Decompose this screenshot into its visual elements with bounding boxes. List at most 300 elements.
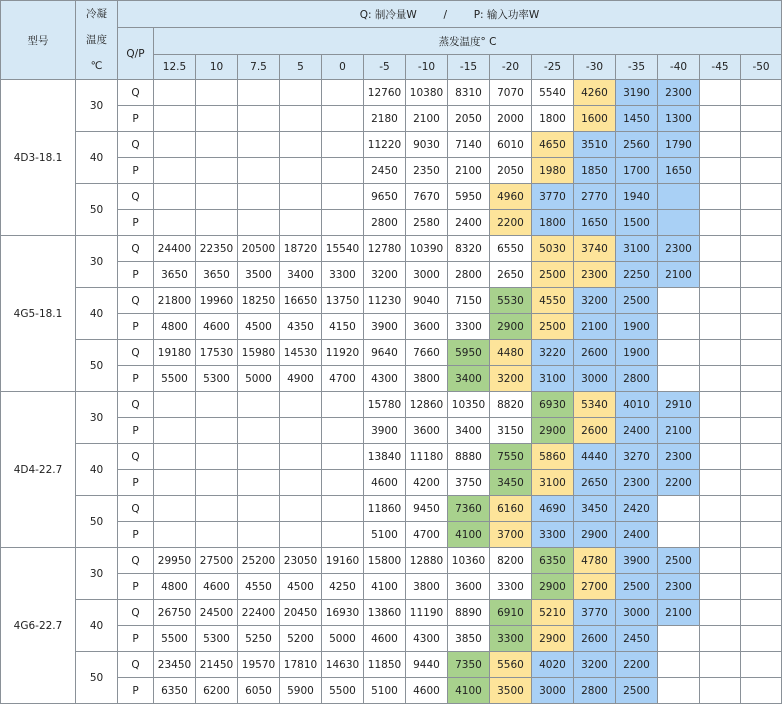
value-cell	[280, 392, 322, 418]
value-cell	[154, 184, 196, 210]
value-cell: 3600	[406, 314, 448, 340]
table-row	[1, 314, 782, 340]
value-cell: 3400	[448, 366, 490, 392]
value-cell	[700, 106, 741, 132]
value-cell: 2800	[448, 262, 490, 288]
value-cell: 6930	[532, 392, 574, 418]
value-cell: 2800	[616, 366, 658, 392]
legend-q: Q: 制冷量W	[359, 8, 417, 21]
value-cell	[700, 158, 741, 184]
value-cell: 5300	[196, 626, 238, 652]
value-cell: 2400	[616, 418, 658, 444]
value-cell: 8320	[448, 236, 490, 262]
value-cell	[741, 678, 782, 704]
value-cell: 3100	[532, 366, 574, 392]
value-cell: 4100	[448, 678, 490, 704]
value-cell: 2500	[532, 262, 574, 288]
value-cell: 23050	[280, 548, 322, 574]
value-cell	[322, 522, 364, 548]
value-cell	[741, 158, 782, 184]
value-cell: 3150	[490, 418, 532, 444]
row-type: Q	[118, 444, 154, 470]
value-cell: 4600	[196, 314, 238, 340]
value-cell: 1650	[574, 210, 616, 236]
value-cell	[700, 236, 741, 262]
value-cell: 4700	[322, 366, 364, 392]
value-cell: 15540	[322, 236, 364, 262]
value-cell: 7550	[490, 444, 532, 470]
value-cell: 3300	[490, 574, 532, 600]
value-cell	[741, 418, 782, 444]
value-cell: 1500	[616, 210, 658, 236]
row-type: Q	[118, 392, 154, 418]
value-cell	[280, 470, 322, 496]
condensing-temp: 30	[76, 236, 118, 288]
value-cell: 4100	[364, 574, 406, 600]
value-cell: 4550	[532, 288, 574, 314]
condensing-temp: 40	[76, 132, 118, 184]
value-cell: 19960	[196, 288, 238, 314]
value-cell: 8880	[448, 444, 490, 470]
value-cell: 3100	[532, 470, 574, 496]
table-header	[1, 1, 782, 80]
value-cell: 22350	[196, 236, 238, 262]
condensing-temp: 50	[76, 340, 118, 392]
value-cell: 12880	[406, 548, 448, 574]
value-cell: 5300	[196, 366, 238, 392]
value-cell: 3300	[448, 314, 490, 340]
value-cell: 2400	[448, 210, 490, 236]
table-row	[1, 444, 782, 470]
value-cell: 3100	[616, 236, 658, 262]
value-cell: 6910	[490, 600, 532, 626]
value-cell: 4600	[364, 470, 406, 496]
value-cell: 2100	[574, 314, 616, 340]
value-cell	[658, 652, 700, 678]
value-cell	[322, 210, 364, 236]
model-name: 4D3-18.1	[1, 80, 76, 236]
value-cell: 3650	[196, 262, 238, 288]
value-cell: 4800	[154, 314, 196, 340]
value-cell: 2450	[364, 158, 406, 184]
evap-temp-col-header: -20	[490, 55, 532, 80]
value-cell: 23450	[154, 652, 196, 678]
value-cell: 21800	[154, 288, 196, 314]
value-cell	[741, 184, 782, 210]
value-cell	[238, 158, 280, 184]
value-cell: 3450	[490, 470, 532, 496]
value-cell	[238, 106, 280, 132]
table-row	[1, 132, 782, 158]
table-body	[1, 80, 782, 704]
value-cell	[280, 158, 322, 184]
table-row	[1, 106, 782, 132]
value-cell	[741, 470, 782, 496]
table-row	[1, 392, 782, 418]
value-cell: 2500	[616, 288, 658, 314]
value-cell: 12760	[364, 80, 406, 106]
model-name: 4G5-18.1	[1, 236, 76, 392]
value-cell: 1900	[616, 340, 658, 366]
value-cell: 2500	[532, 314, 574, 340]
row-type: Q	[118, 340, 154, 366]
value-cell	[700, 210, 741, 236]
value-cell	[741, 444, 782, 470]
value-cell	[700, 522, 741, 548]
value-cell: 4200	[406, 470, 448, 496]
value-cell: 4150	[322, 314, 364, 340]
value-cell: 1600	[574, 106, 616, 132]
condensing-temp: 30	[76, 548, 118, 600]
value-cell: 5000	[322, 626, 364, 652]
value-cell: 4500	[280, 574, 322, 600]
value-cell: 13860	[364, 600, 406, 626]
value-cell: 7150	[448, 288, 490, 314]
value-cell: 2650	[490, 262, 532, 288]
condensing-temp: 50	[76, 652, 118, 704]
value-cell	[154, 418, 196, 444]
value-cell: 3000	[616, 600, 658, 626]
value-cell	[658, 210, 700, 236]
value-cell	[700, 652, 741, 678]
value-cell: 3300	[322, 262, 364, 288]
value-cell: 4500	[238, 314, 280, 340]
value-cell: 1980	[532, 158, 574, 184]
value-cell	[238, 418, 280, 444]
value-cell	[196, 80, 238, 106]
value-cell: 4260	[574, 80, 616, 106]
row-type: P	[118, 262, 154, 288]
value-cell: 2300	[616, 470, 658, 496]
value-cell: 14630	[322, 652, 364, 678]
value-cell	[196, 392, 238, 418]
value-cell	[280, 210, 322, 236]
value-cell: 3500	[238, 262, 280, 288]
value-cell: 6200	[196, 678, 238, 704]
value-cell: 7070	[490, 80, 532, 106]
value-cell: 2700	[574, 574, 616, 600]
value-cell: 17810	[280, 652, 322, 678]
value-cell: 5340	[574, 392, 616, 418]
value-cell: 3200	[490, 366, 532, 392]
value-cell	[196, 158, 238, 184]
value-cell	[741, 392, 782, 418]
value-cell	[658, 366, 700, 392]
value-cell: 11220	[364, 132, 406, 158]
value-cell: 19570	[238, 652, 280, 678]
value-cell: 2500	[616, 678, 658, 704]
value-cell: 2600	[574, 340, 616, 366]
value-cell: 4600	[196, 574, 238, 600]
model-name: 4G6-22.7	[1, 548, 76, 704]
value-cell: 1790	[658, 132, 700, 158]
value-cell	[700, 392, 741, 418]
table-row	[1, 184, 782, 210]
value-cell	[238, 522, 280, 548]
row-type: P	[118, 678, 154, 704]
value-cell: 3300	[490, 626, 532, 652]
value-cell: 3000	[406, 262, 448, 288]
row-type: Q	[118, 652, 154, 678]
value-cell: 4690	[532, 496, 574, 522]
value-cell: 19180	[154, 340, 196, 366]
value-cell: 3220	[532, 340, 574, 366]
value-cell: 3850	[448, 626, 490, 652]
value-cell: 1450	[616, 106, 658, 132]
value-cell: 2100	[448, 158, 490, 184]
value-cell	[322, 132, 364, 158]
condensing-temp: 30	[76, 392, 118, 444]
value-cell: 3000	[574, 366, 616, 392]
value-cell: 2200	[490, 210, 532, 236]
value-cell: 2500	[658, 548, 700, 574]
value-cell: 18250	[238, 288, 280, 314]
value-cell: 5030	[532, 236, 574, 262]
value-cell	[196, 522, 238, 548]
value-cell: 20500	[238, 236, 280, 262]
value-cell: 5000	[238, 366, 280, 392]
value-cell: 2560	[616, 132, 658, 158]
value-cell: 3900	[364, 418, 406, 444]
value-cell: 4900	[280, 366, 322, 392]
value-cell: 2300	[658, 80, 700, 106]
value-cell: 14530	[280, 340, 322, 366]
value-cell: 2900	[490, 314, 532, 340]
row-type: P	[118, 366, 154, 392]
value-cell: 7350	[448, 652, 490, 678]
value-cell	[322, 444, 364, 470]
value-cell: 16650	[280, 288, 322, 314]
value-cell: 9030	[406, 132, 448, 158]
value-cell: 2200	[658, 470, 700, 496]
value-cell	[322, 418, 364, 444]
value-cell	[196, 418, 238, 444]
value-cell: 13750	[322, 288, 364, 314]
cond-line-2: 温度	[86, 34, 107, 46]
value-cell: 2770	[574, 184, 616, 210]
value-cell	[154, 522, 196, 548]
value-cell	[700, 470, 741, 496]
value-cell	[322, 496, 364, 522]
value-cell	[658, 522, 700, 548]
value-cell: 5950	[448, 340, 490, 366]
evap-temp-col-header: -15	[448, 55, 490, 80]
value-cell	[322, 106, 364, 132]
value-cell: 3270	[616, 444, 658, 470]
value-cell: 2350	[406, 158, 448, 184]
value-cell: 10380	[406, 80, 448, 106]
value-cell: 3000	[532, 678, 574, 704]
value-cell	[700, 626, 741, 652]
value-cell: 8820	[490, 392, 532, 418]
evap-temp-col-header: 7.5	[238, 55, 280, 80]
value-cell	[658, 340, 700, 366]
value-cell: 2910	[658, 392, 700, 418]
evap-temp-col-header: -5	[364, 55, 406, 80]
value-cell	[700, 574, 741, 600]
value-cell	[741, 262, 782, 288]
value-cell	[238, 210, 280, 236]
value-cell: 2300	[574, 262, 616, 288]
value-cell	[154, 496, 196, 522]
value-cell: 2200	[616, 652, 658, 678]
row-type: Q	[118, 132, 154, 158]
value-cell: 2900	[532, 626, 574, 652]
value-cell	[154, 106, 196, 132]
value-cell: 7140	[448, 132, 490, 158]
value-cell	[322, 80, 364, 106]
value-cell	[700, 184, 741, 210]
value-cell	[280, 444, 322, 470]
evaporating-temp-header: 蒸发温度° C	[154, 28, 782, 55]
value-cell: 2650	[574, 470, 616, 496]
value-cell: 12860	[406, 392, 448, 418]
value-cell: 6550	[490, 236, 532, 262]
value-cell: 1650	[658, 158, 700, 184]
value-cell: 16930	[322, 600, 364, 626]
value-cell	[280, 496, 322, 522]
value-cell: 4600	[364, 626, 406, 652]
value-cell	[154, 444, 196, 470]
value-cell	[741, 236, 782, 262]
value-cell: 2500	[616, 574, 658, 600]
value-cell: 3900	[616, 548, 658, 574]
value-cell: 4550	[238, 574, 280, 600]
value-cell: 5100	[364, 522, 406, 548]
value-cell: 1940	[616, 184, 658, 210]
value-cell: 3200	[364, 262, 406, 288]
row-type: P	[118, 574, 154, 600]
table-row	[1, 522, 782, 548]
value-cell: 29950	[154, 548, 196, 574]
table-row	[1, 418, 782, 444]
value-cell: 2900	[574, 522, 616, 548]
value-cell: 3400	[280, 262, 322, 288]
value-cell: 26750	[154, 600, 196, 626]
evap-temp-col-header: -35	[616, 55, 658, 80]
table-row	[1, 574, 782, 600]
value-cell: 3400	[448, 418, 490, 444]
value-cell: 19160	[322, 548, 364, 574]
value-cell: 7670	[406, 184, 448, 210]
value-cell: 4440	[574, 444, 616, 470]
model-name: 4D4-22.7	[1, 392, 76, 548]
row-type: Q	[118, 80, 154, 106]
cond-line-3: ℃	[90, 60, 103, 72]
value-cell: 5500	[154, 366, 196, 392]
evap-temp-col-header: 12.5	[154, 55, 196, 80]
table-row	[1, 678, 782, 704]
row-type: Q	[118, 184, 154, 210]
value-cell	[741, 600, 782, 626]
value-cell	[196, 470, 238, 496]
condensing-temp: 40	[76, 288, 118, 340]
value-cell: 15800	[364, 548, 406, 574]
value-cell: 4350	[280, 314, 322, 340]
value-cell: 4300	[406, 626, 448, 652]
value-cell: 4650	[532, 132, 574, 158]
value-cell: 2300	[658, 574, 700, 600]
value-cell: 5100	[364, 678, 406, 704]
value-cell	[741, 366, 782, 392]
value-cell: 11920	[322, 340, 364, 366]
value-cell	[322, 158, 364, 184]
value-cell: 9440	[406, 652, 448, 678]
value-cell: 1700	[616, 158, 658, 184]
value-cell: 3510	[574, 132, 616, 158]
value-cell: 9040	[406, 288, 448, 314]
table-row	[1, 262, 782, 288]
value-cell	[280, 184, 322, 210]
value-cell	[322, 184, 364, 210]
value-cell	[700, 132, 741, 158]
value-cell	[280, 106, 322, 132]
value-cell: 22400	[238, 600, 280, 626]
row-type: Q	[118, 288, 154, 314]
value-cell: 2300	[658, 444, 700, 470]
value-cell	[196, 210, 238, 236]
value-cell	[700, 418, 741, 444]
value-cell: 21450	[196, 652, 238, 678]
value-cell: 3750	[448, 470, 490, 496]
table-row	[1, 366, 782, 392]
value-cell: 3800	[406, 366, 448, 392]
value-cell: 5860	[532, 444, 574, 470]
value-cell	[196, 106, 238, 132]
value-cell	[238, 444, 280, 470]
value-cell	[741, 288, 782, 314]
value-cell: 13840	[364, 444, 406, 470]
value-cell: 1900	[616, 314, 658, 340]
value-cell	[700, 262, 741, 288]
value-cell: 2420	[616, 496, 658, 522]
value-cell	[154, 210, 196, 236]
value-cell: 2180	[364, 106, 406, 132]
value-cell: 11850	[364, 652, 406, 678]
value-cell: 5530	[490, 288, 532, 314]
value-cell: 3770	[532, 184, 574, 210]
value-cell: 2450	[616, 626, 658, 652]
value-cell: 4480	[490, 340, 532, 366]
value-cell	[700, 288, 741, 314]
table-row	[1, 548, 782, 574]
value-cell: 4250	[322, 574, 364, 600]
value-cell: 10360	[448, 548, 490, 574]
value-cell: 3450	[574, 496, 616, 522]
row-type: P	[118, 626, 154, 652]
row-type: Q	[118, 548, 154, 574]
value-cell: 1800	[532, 210, 574, 236]
value-cell: 11230	[364, 288, 406, 314]
table-row	[1, 600, 782, 626]
table-row	[1, 236, 782, 262]
evap-temp-col-header: 0	[322, 55, 364, 80]
value-cell	[658, 626, 700, 652]
value-cell: 4780	[574, 548, 616, 574]
value-cell: 2900	[532, 574, 574, 600]
evap-temp-col-header: -25	[532, 55, 574, 80]
value-cell: 3650	[154, 262, 196, 288]
value-cell	[322, 392, 364, 418]
value-cell: 5950	[448, 184, 490, 210]
value-cell: 25200	[238, 548, 280, 574]
evap-temp-col-header: 10	[196, 55, 238, 80]
value-cell: 2400	[616, 522, 658, 548]
value-cell: 3600	[406, 418, 448, 444]
value-cell: 5540	[532, 80, 574, 106]
evap-temp-col-header: -30	[574, 55, 616, 80]
value-cell	[238, 132, 280, 158]
